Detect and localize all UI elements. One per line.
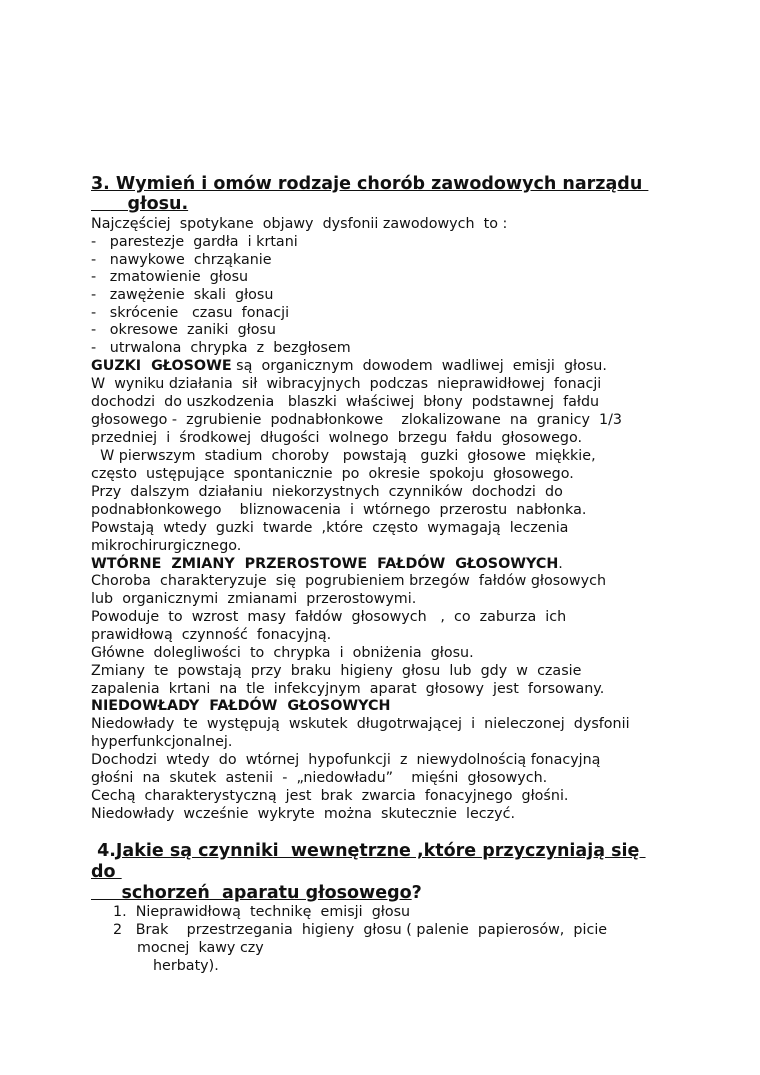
text-line	[91, 680, 604, 698]
text-span: podnabłonkowego bliznowacenia i wtórnego przerostu nabłonka.	[91, 502, 587, 518]
text-span: Dochodzi wtedy do wtórnej hypofunkcji z niewydolnością fonacyjną	[91, 752, 601, 768]
text-line	[91, 304, 289, 322]
text-line	[153, 957, 219, 975]
text-line	[91, 411, 622, 429]
text-line	[91, 375, 601, 393]
text-line	[91, 465, 574, 483]
text-span: prawidłową czynność fonacyjną.	[91, 627, 332, 643]
text-line	[91, 626, 331, 644]
text-span: 2 Brak przestrzegania higieny głosu ( palenie papierosów, picie	[113, 922, 608, 938]
text-line	[91, 393, 599, 411]
section-heading-line	[91, 882, 422, 904]
text-span: przedniej i środkowej długości wolnego brzegu fałdu głosowego.	[91, 430, 583, 446]
text-span: Powoduje to wzrost masy fałdów głosowych , co zaburza ich	[91, 609, 567, 625]
text-line	[91, 215, 507, 233]
text-span: Choroba charakteryzuje się pogrubieniem brzegów fałdów głosowych	[91, 573, 607, 589]
text-span: lub organicznymi zmianami przerostowymi.	[91, 591, 417, 607]
text-line	[91, 519, 568, 537]
text-line	[91, 769, 547, 787]
bold-term: WTÓRNE ZMIANY PRZEROSTOWE FAŁDÓW GŁOSOWYCH	[91, 556, 559, 572]
text-span: 1. Nieprawidłową technikę emisji głosu	[113, 904, 411, 920]
bold-term: NIEDOWŁADY FAŁDÓW GŁOSOWYCH	[91, 698, 391, 714]
text-span: ?	[411, 883, 422, 903]
text-span: - zawężenie skali głosu	[91, 287, 274, 303]
text-span: Najczęściej spotykane objawy dysfonii zawodowych to :	[91, 216, 508, 232]
text-line	[91, 662, 581, 680]
text-line	[91, 590, 416, 608]
text-span: - parestezje gardła i krtani	[91, 234, 298, 250]
text-span: schorzeń aparatu głosowego	[91, 883, 412, 903]
text-span: - skrócenie czasu fonacji	[91, 305, 290, 321]
text-span: Niedowłady wcześnie wykryte można skutecznie leczyć.	[91, 806, 516, 822]
text-span: Jakie są czynniki wewnętrzne ,które przyczyniają się	[115, 841, 646, 861]
text-span: głosowego - zgrubienie podnabłonkowe zlokalizowane na granicy 1/3	[91, 412, 623, 428]
text-line	[113, 903, 410, 921]
text-line	[91, 555, 563, 573]
text-span: głosu.	[91, 194, 189, 214]
text-line	[91, 805, 515, 823]
text-span: 4.	[91, 841, 116, 861]
text-span: - utrwalona chrypka z bezgłosem	[91, 340, 351, 356]
text-line	[91, 268, 248, 286]
text-line	[137, 939, 264, 957]
text-line	[91, 483, 563, 501]
text-line	[91, 251, 272, 269]
text-span: Zmiany te powstają przy braku higieny głosu lub gdy w czasie	[91, 663, 582, 679]
text-span: - nawykowe chrząkanie	[91, 252, 272, 268]
text-span: - zmatowienie głosu	[91, 269, 249, 285]
text-span: głośni na skutek astenii - „niedowładu” mięśni głosowych.	[91, 770, 548, 786]
text-span: często ustępujące spontanicznie po okresie spokoju głosowego.	[91, 466, 574, 482]
text-span: Cechą charakterystyczną jest brak zwarcia fonacyjnego głośni.	[91, 788, 569, 804]
text-line	[91, 233, 298, 251]
section-heading-line	[91, 861, 122, 883]
text-span: .	[558, 556, 563, 572]
text-line	[91, 697, 390, 715]
text-span: Główne dolegliwości to chrypka i obniżenia głosu.	[91, 645, 474, 661]
text-line	[113, 921, 607, 939]
section-heading-line	[91, 173, 648, 195]
text-line	[91, 537, 241, 555]
text-span: mocnej kawy czy	[137, 940, 264, 956]
text-span: dochodzi do uszkodzenia blaszki właściwej błony podstawnej fałdu	[91, 394, 600, 410]
text-span: herbaty).	[153, 958, 219, 974]
bold-term: GUZKI GŁOSOWE	[91, 358, 232, 374]
section-heading-line	[91, 193, 188, 215]
text-span: mikrochirurgicznego.	[91, 538, 242, 554]
text-line	[91, 572, 606, 590]
text-span: W pierwszym stadium choroby powstają guzki głosowe miękkie,	[91, 448, 596, 464]
text-span: są organicznym dowodem wadliwej emisji głosu.	[231, 358, 607, 374]
text-span: 3. Wymień i omów rodzaje chorób zawodowych narządu	[91, 174, 649, 194]
text-line	[91, 715, 630, 733]
text-line	[91, 787, 568, 805]
text-line	[91, 339, 351, 357]
text-span: hyperfunkcjonalnej.	[91, 734, 233, 750]
text-span: W wyniku działania sił wibracyjnych podczas nieprawidłowej fonacji	[91, 376, 602, 392]
text-line	[91, 357, 607, 375]
text-line	[91, 321, 276, 339]
text-line	[91, 751, 600, 769]
text-line	[91, 644, 474, 662]
text-span: Powstają wtedy guzki twarde ,które często wymagają leczenia	[91, 520, 569, 536]
text-line	[91, 429, 582, 447]
text-line	[91, 286, 273, 304]
text-line	[91, 447, 596, 465]
text-line	[91, 501, 586, 519]
text-span: Przy dalszym działaniu niekorzystnych czynników dochodzi do	[91, 484, 563, 500]
text-span: zapalenia krtani na tle infekcyjnym aparat głosowy jest forsowany.	[91, 681, 605, 697]
text-line	[91, 608, 566, 626]
text-span: - okresowe zaniki głosu	[91, 322, 276, 338]
text-span: Niedowłady te występują wskutek długotrwającej i nieleczonej dysfonii	[91, 716, 630, 732]
text-span: do	[91, 862, 122, 882]
text-line	[91, 733, 232, 751]
section-heading-line	[91, 840, 646, 862]
